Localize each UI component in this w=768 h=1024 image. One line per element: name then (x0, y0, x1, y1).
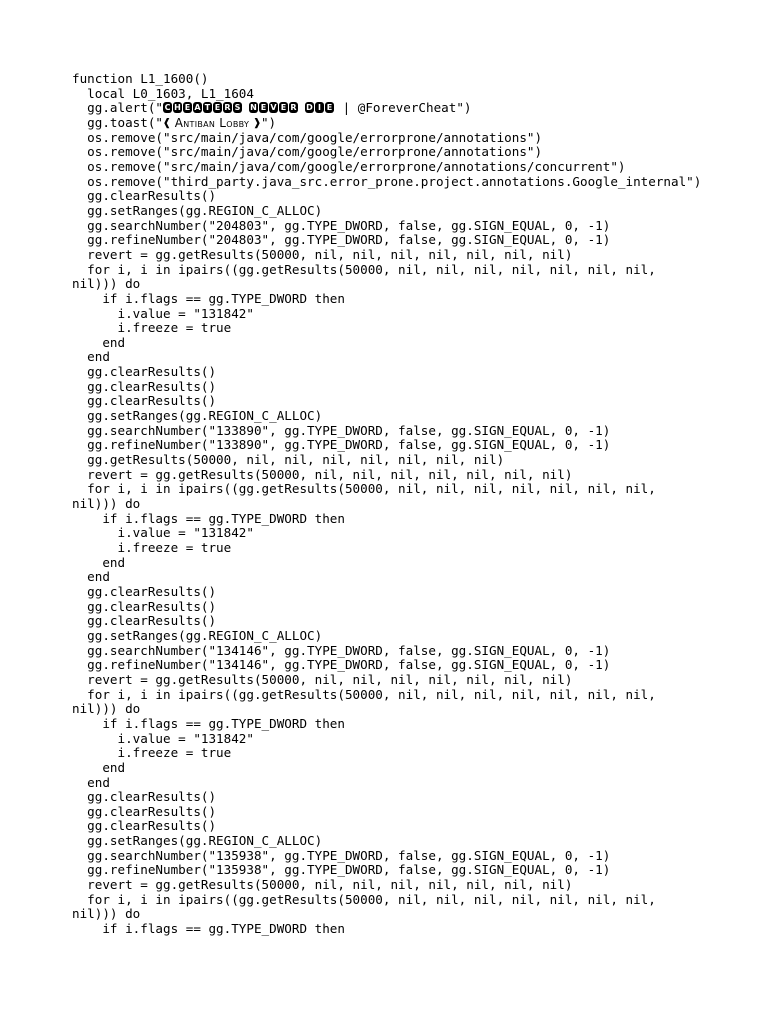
code-text: gg.searchNumber("133890", gg.TYPE_DWORD, false, gg.SIGN_EQUAL, 0, -1) (72, 422, 611, 438)
toast-close-bracket: ❱ (253, 114, 261, 130)
code-text: revert = gg.getResults(50000, nil, nil, nil, nil, nil, nil, nil) (72, 671, 573, 687)
code-text: os.remove("third_party.java_src.error_prone.project.annotations.Google_internal") (72, 173, 702, 189)
code-line (72, 321, 701, 336)
code-text: i.value = "131842" (72, 525, 254, 541)
code-line (72, 600, 701, 615)
code-line (72, 145, 701, 160)
code-line (72, 688, 701, 703)
code-text: gg.getResults(50000, nil, nil, nil, nil, nil, nil, nil) (72, 452, 505, 468)
code-line (72, 263, 701, 278)
code-text: nil))) do (72, 496, 141, 512)
code-line (72, 248, 701, 263)
code-text: gg.setRanges(gg.REGION_C_ALLOC) (72, 627, 323, 643)
alert-suffix: | @ForeverCheat") (335, 100, 472, 116)
code-text: gg.refineNumber("204803", gg.TYPE_DWORD, false, gg.SIGN_EQUAL, 0, -1) (72, 232, 611, 248)
code-line (72, 277, 701, 292)
code-line (72, 526, 701, 541)
code-line (72, 365, 701, 380)
code-text: os.remove("src/main/java/com/google/errorprone/annotations") (72, 144, 543, 160)
code-line (72, 116, 701, 131)
badge-letter: R (290, 103, 297, 113)
code-text: gg.clearResults() (72, 378, 217, 394)
code-line (72, 131, 701, 146)
badge-letter: T (204, 103, 211, 113)
code-line (72, 497, 701, 512)
code-line (72, 805, 701, 820)
badge-letter: V (270, 103, 277, 113)
code-text: gg.toast(" (72, 114, 163, 130)
code-line (72, 307, 701, 322)
code-text: nil))) do (72, 906, 141, 922)
code-text: i.freeze = true (72, 320, 232, 336)
code-text: local L0_1603, L1_1604 (72, 85, 254, 101)
code-line (72, 907, 701, 922)
badge-letter: E (214, 103, 221, 113)
code-text: if i.flags == gg.TYPE_DWORD then (72, 510, 345, 526)
code-line (72, 233, 701, 248)
badge-letter: E (260, 103, 267, 113)
code-text: gg.clearResults() (72, 789, 217, 805)
badge-letter: N (250, 103, 257, 113)
code-text: gg.searchNumber("135938", gg.TYPE_DWORD, false, gg.SIGN_EQUAL, 0, -1) (72, 847, 611, 863)
code-text: gg.setRanges(gg.REGION_C_ALLOC) (72, 833, 323, 849)
code-line (72, 438, 701, 453)
code-text: revert = gg.getResults(50000, nil, nil, nil, nil, nil, nil, nil) (72, 466, 573, 482)
code-text: gg.clearResults() (72, 598, 217, 614)
badge-letter: R (224, 103, 231, 113)
code-line (72, 292, 701, 307)
badge-letter: D (306, 103, 313, 113)
code-text: gg.clearResults() (72, 818, 217, 834)
code-line (72, 468, 701, 483)
code-line (72, 878, 701, 893)
code-text: for i, i in ipairs((gg.getResults(50000, nil, nil, nil, nil, nil, nil, nil, (72, 686, 656, 702)
code-line (72, 614, 701, 629)
badge-letter: E (326, 103, 333, 113)
code-line (72, 204, 701, 219)
code-line (72, 585, 701, 600)
badge-letter: H (174, 103, 181, 113)
code-text: revert = gg.getResults(50000, nil, nil, nil, nil, nil, nil, nil) (72, 877, 573, 893)
code-line (72, 380, 701, 395)
code-line (72, 863, 701, 878)
code-text: if i.flags == gg.TYPE_DWORD then (72, 290, 345, 306)
code-line (72, 482, 701, 497)
code-text: end (72, 554, 126, 570)
code-line (72, 644, 701, 659)
code-text: gg.searchNumber("204803", gg.TYPE_DWORD, false, gg.SIGN_EQUAL, 0, -1) (72, 217, 611, 233)
code-text: i.freeze = true (72, 745, 232, 761)
badge-letter: C (164, 103, 171, 113)
code-line (72, 570, 701, 585)
code-line (72, 849, 701, 864)
code-text: i.value = "131842" (72, 730, 254, 746)
code-line (72, 922, 701, 937)
code-line (72, 702, 701, 717)
code-text: gg.clearResults() (72, 188, 217, 204)
toast-text: Antiban Lobby (170, 115, 254, 130)
code-text: end (72, 774, 110, 790)
badge-letter: S (234, 103, 241, 113)
code-text: nil))) do (72, 701, 141, 717)
code-line (72, 819, 701, 834)
code-text: gg.searchNumber("134146", gg.TYPE_DWORD, false, gg.SIGN_EQUAL, 0, -1) (72, 642, 611, 658)
code-text: gg.clearResults() (72, 364, 217, 380)
code-line (72, 790, 701, 805)
code-text: gg.alert(" (72, 100, 163, 116)
code-line (72, 175, 701, 190)
code-line (72, 776, 701, 791)
code-text: gg.setRanges(gg.REGION_C_ALLOC) (72, 202, 323, 218)
code-line (72, 101, 701, 116)
code-text: if i.flags == gg.TYPE_DWORD then (72, 715, 345, 731)
code-line (72, 394, 701, 409)
alert-badge-text (163, 101, 335, 116)
code-line (72, 893, 701, 908)
code-text: nil))) do (72, 276, 141, 292)
code-line (72, 658, 701, 673)
code-text: gg.refineNumber("134146", gg.TYPE_DWORD, false, gg.SIGN_EQUAL, 0, -1) (72, 657, 611, 673)
code-text: end (72, 349, 110, 365)
code-line (72, 72, 701, 87)
toast-suffix: ") (260, 114, 277, 130)
code-text: os.remove("src/main/java/com/google/errorprone/annotations/concurrent") (72, 158, 626, 174)
code-line (72, 512, 701, 527)
code-text: end (72, 759, 126, 775)
badge-letter: E (184, 103, 191, 113)
code-line (72, 219, 701, 234)
code-line (72, 453, 701, 468)
code-text: function L1_1600() (72, 71, 209, 86)
code-line (72, 409, 701, 424)
code-line (72, 761, 701, 776)
code-text: i.value = "131842" (72, 305, 254, 321)
code-line (72, 834, 701, 849)
code-text: if i.flags == gg.TYPE_DWORD then (72, 921, 345, 937)
code-text: gg.clearResults() (72, 583, 217, 599)
code-line (72, 160, 701, 175)
code-line (72, 336, 701, 351)
code-text: end (72, 334, 126, 350)
badge-letter: I (315, 102, 324, 113)
badge-letter: A (194, 103, 201, 113)
code-text: os.remove("src/main/java/com/google/errorprone/annotations") (72, 129, 543, 145)
code-text: gg.refineNumber("135938", gg.TYPE_DWORD, false, gg.SIGN_EQUAL, 0, -1) (72, 862, 611, 878)
code-text: for i, i in ipairs((gg.getResults(50000, nil, nil, nil, nil, nil, nil, nil, (72, 891, 656, 907)
code-line (72, 424, 701, 439)
code-text: gg.refineNumber("133890", gg.TYPE_DWORD, false, gg.SIGN_EQUAL, 0, -1) (72, 437, 611, 453)
toast-open-bracket: ❰ (163, 114, 171, 130)
code-line (72, 746, 701, 761)
code-line (72, 87, 701, 102)
code-line (72, 189, 701, 204)
code-text: for i, i in ipairs((gg.getResults(50000, nil, nil, nil, nil, nil, nil, nil, (72, 261, 656, 277)
code-text: revert = gg.getResults(50000, nil, nil, nil, nil, nil, nil, nil) (72, 246, 573, 262)
code-text: i.freeze = true (72, 540, 232, 555)
code-text: gg.setRanges(gg.REGION_C_ALLOC) (72, 408, 323, 424)
code-line (72, 717, 701, 732)
code-line (72, 732, 701, 747)
code-text: gg.clearResults() (72, 613, 217, 629)
code-line (72, 350, 701, 365)
code-text: gg.clearResults() (72, 393, 217, 409)
code-line (72, 556, 701, 571)
code-text: gg.clearResults() (72, 803, 217, 819)
lua-script-listing (72, 72, 701, 937)
code-line (72, 673, 701, 688)
code-line (72, 541, 701, 556)
code-text: end (72, 569, 110, 585)
badge-letter: E (280, 103, 287, 113)
code-text: for i, i in ipairs((gg.getResults(50000, nil, nil, nil, nil, nil, nil, nil, (72, 481, 656, 497)
code-line (72, 629, 701, 644)
